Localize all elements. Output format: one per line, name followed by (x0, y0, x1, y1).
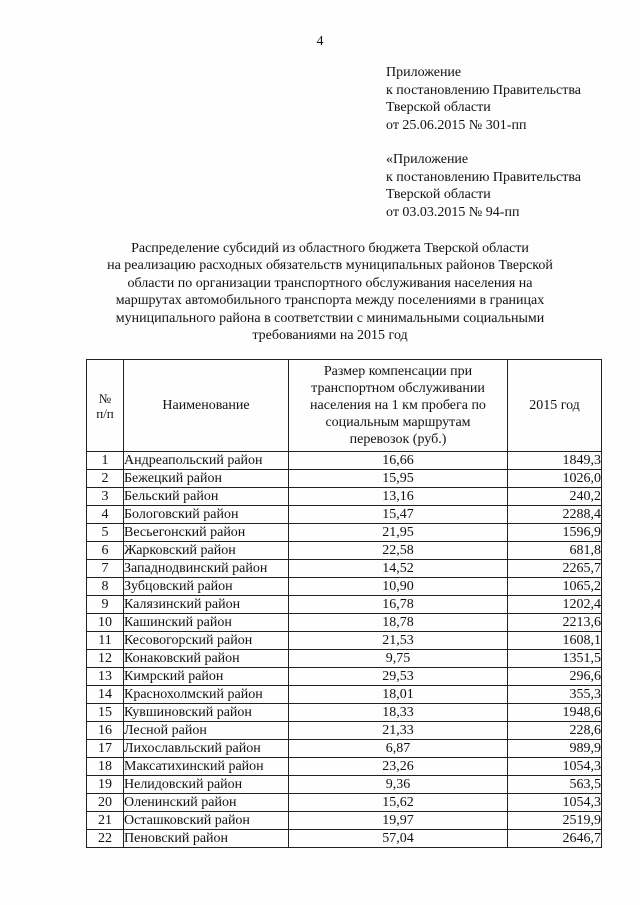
row-subsidy-2015: 989,9 (508, 740, 602, 758)
appendix-original (386, 151, 581, 221)
row-number: 5 (87, 524, 124, 542)
row-number: 3 (87, 488, 124, 506)
table-row (87, 452, 602, 470)
row-compensation: 23,26 (289, 758, 508, 776)
subsidy-table (86, 359, 602, 848)
row-number: 21 (87, 812, 124, 830)
header-number-symbol: № (98, 390, 112, 406)
appendix-current-line: Приложение (386, 65, 462, 80)
row-subsidy-2015: 2519,9 (508, 812, 602, 830)
row-district-name: Максатихинский район (124, 758, 289, 776)
row-number: 17 (87, 740, 124, 758)
row-subsidy-2015: 681,8 (508, 542, 602, 560)
row-compensation: 21,53 (289, 632, 508, 650)
row-subsidy-2015: 2213,6 (508, 614, 602, 632)
appendix-current-line: от 25.06.2015 № 301-пп (386, 117, 527, 133)
row-subsidy-2015: 2265,7 (508, 560, 602, 578)
table-row (87, 470, 602, 488)
page-number: 4 (316, 34, 324, 49)
row-number: 19 (87, 776, 124, 794)
table-row (87, 776, 602, 794)
table-row (87, 812, 602, 830)
header-year: 2015 год (508, 360, 602, 452)
row-subsidy-2015: 1351,5 (508, 650, 602, 668)
row-district-name: Жарковский район (124, 542, 289, 560)
header-compensation-line: населения на 1 км пробега по (310, 398, 486, 413)
row-district-name: Лесной район (124, 722, 289, 740)
row-compensation: 10,90 (289, 578, 508, 596)
table-row (87, 560, 602, 578)
row-subsidy-2015: 1065,2 (508, 578, 602, 596)
row-compensation: 22,58 (289, 542, 508, 560)
row-district-name: Кашинский район (124, 614, 289, 632)
title-line: на реализацию расходных обязательств муниципальных районов Тверской (107, 258, 553, 274)
row-district-name: Лихославльский район (124, 740, 289, 758)
row-district-name: Западнодвинский район (124, 560, 289, 578)
table-row (87, 650, 602, 668)
row-compensation: 18,01 (289, 686, 508, 704)
appendix-original-line: Тверской области (386, 187, 491, 202)
table-row (87, 830, 602, 848)
row-compensation: 14,52 (289, 560, 508, 578)
row-district-name: Калязинский район (124, 596, 289, 614)
table-row (87, 596, 602, 614)
row-district-name: Кесовогорский район (124, 632, 289, 650)
row-subsidy-2015: 1202,4 (508, 596, 602, 614)
row-district-name: Нелидовский район (124, 776, 289, 794)
table-row (87, 704, 602, 722)
row-compensation: 18,78 (289, 614, 508, 632)
table-row (87, 632, 602, 650)
header-compensation-line: социальным маршрутам (325, 415, 471, 430)
row-district-name: Кимрский район (124, 668, 289, 686)
row-compensation: 15,95 (289, 470, 508, 488)
row-subsidy-2015: 1608,1 (508, 632, 602, 650)
appendix-original-line: к постановлению Правительства (386, 169, 582, 185)
row-number: 1 (87, 452, 124, 470)
row-compensation: 16,78 (289, 596, 508, 614)
table-row (87, 578, 602, 596)
row-subsidy-2015: 228,6 (508, 722, 602, 740)
table-row (87, 722, 602, 740)
row-district-name: Кувшиновский район (124, 704, 289, 722)
row-compensation: 29,53 (289, 668, 508, 686)
row-compensation: 18,33 (289, 704, 508, 722)
row-subsidy-2015: 355,3 (508, 686, 602, 704)
row-district-name: Весьегонский район (124, 524, 289, 542)
row-district-name: Пеновский район (124, 830, 289, 848)
row-number: 16 (87, 722, 124, 740)
header-number (87, 360, 124, 452)
row-compensation: 9,36 (289, 776, 508, 794)
table-row (87, 524, 602, 542)
row-district-name: Оленинский район (124, 794, 289, 812)
row-subsidy-2015: 1054,3 (508, 758, 602, 776)
table-row (87, 740, 602, 758)
row-compensation: 15,47 (289, 506, 508, 524)
row-number: 20 (87, 794, 124, 812)
row-compensation: 21,33 (289, 722, 508, 740)
appendix-current-line: Тверской области (386, 100, 491, 115)
row-district-name: Бежецкий район (124, 470, 289, 488)
row-number: 22 (87, 830, 124, 848)
title-line: требованиями на 2015 год (252, 328, 408, 344)
row-number: 8 (87, 578, 124, 596)
row-number: 18 (87, 758, 124, 776)
table-body (87, 452, 602, 848)
row-subsidy-2015: 1026,0 (508, 470, 602, 488)
row-compensation: 6,87 (289, 740, 508, 758)
title-line: Распределение субсидий из областного бюджета Тверской области (131, 241, 529, 256)
row-compensation: 15,62 (289, 794, 508, 812)
row-compensation: 57,04 (289, 830, 508, 848)
row-number: 14 (87, 686, 124, 704)
row-number: 15 (87, 704, 124, 722)
row-number: 11 (87, 632, 124, 650)
row-district-name: Бологовский район (124, 506, 289, 524)
row-number: 13 (87, 668, 124, 686)
row-compensation: 16,66 (289, 452, 508, 470)
row-number: 2 (87, 470, 124, 488)
appendix-original-line: от 03.03.2015 № 94-пп (386, 204, 520, 220)
row-subsidy-2015: 1054,3 (508, 794, 602, 812)
header-name: Наименование (124, 360, 289, 452)
document-title (60, 240, 600, 344)
row-number: 12 (87, 650, 124, 668)
row-compensation: 21,95 (289, 524, 508, 542)
row-district-name: Андреапольский район (124, 452, 289, 470)
row-compensation: 13,16 (289, 488, 508, 506)
table-header-row (87, 360, 602, 452)
row-subsidy-2015: 563,5 (508, 776, 602, 794)
row-subsidy-2015: 1596,9 (508, 524, 602, 542)
appendix-original-line: «Приложение (386, 152, 469, 167)
table-row (87, 794, 602, 812)
header-compensation-line: Размер компенсации при (323, 364, 473, 379)
row-compensation: 9,75 (289, 650, 508, 668)
header-compensation (289, 360, 508, 452)
header-number-label: п/п (96, 405, 114, 421)
appendix-current-line: к постановлению Правительства (386, 82, 582, 98)
row-district-name: Осташковский район (124, 812, 289, 830)
table-row (87, 758, 602, 776)
table-row (87, 614, 602, 632)
row-district-name: Краснохолмский район (124, 686, 289, 704)
row-number: 6 (87, 542, 124, 560)
table-row (87, 542, 602, 560)
header-compensation-line: транспортном обслуживании (311, 381, 485, 396)
row-district-name: Конаковский район (124, 650, 289, 668)
header-compensation-line: перевозок (руб.) (349, 432, 447, 447)
title-line: муниципального района в соответствии с минимальными социальными (115, 310, 545, 326)
row-compensation: 19,97 (289, 812, 508, 830)
row-district-name: Зубцовский район (124, 578, 289, 596)
row-subsidy-2015: 1849,3 (508, 452, 602, 470)
row-number: 7 (87, 560, 124, 578)
table-row (87, 686, 602, 704)
row-subsidy-2015: 240,2 (508, 488, 602, 506)
row-subsidy-2015: 2288,4 (508, 506, 602, 524)
table-row (87, 506, 602, 524)
row-district-name: Бельский район (124, 488, 289, 506)
row-subsidy-2015: 2646,7 (508, 830, 602, 848)
row-number: 9 (87, 596, 124, 614)
title-line: маршрутах автомобильного транспорта между поселениями в границах (115, 293, 545, 309)
table-row (87, 488, 602, 506)
row-number: 10 (87, 614, 124, 632)
row-subsidy-2015: 1948,6 (508, 704, 602, 722)
appendix-current (386, 64, 581, 134)
row-subsidy-2015: 296,6 (508, 668, 602, 686)
row-number: 4 (87, 506, 124, 524)
table-row (87, 668, 602, 686)
title-line: области по организации транспортного обслуживания населения на (127, 275, 533, 291)
